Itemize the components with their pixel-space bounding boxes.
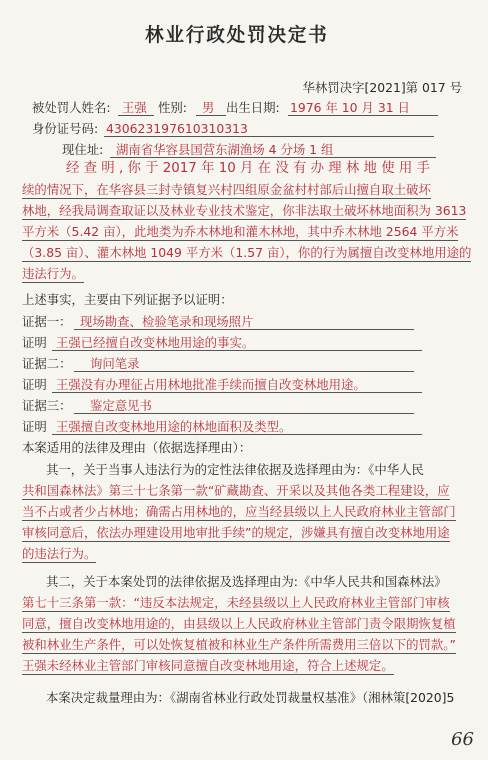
- law1-line: 共和国森林法》第三十七条第一款“矿藏勘查、开采以及其他各类工程建设，应: [22, 483, 450, 498]
- evidence-value: 现场勘查、检验笔录和现场照片: [80, 314, 254, 329]
- person-dob: 1976 年 10 月 31 日: [290, 100, 410, 115]
- evidence-value: 鉴定意见书: [90, 398, 152, 413]
- person-id: 430623197610310313: [106, 121, 248, 136]
- evidence-label: 证据一：: [22, 314, 72, 329]
- evidence-label: 证据二：: [22, 356, 72, 371]
- person-address: 湖南省华容县国营东湖渔场 4 分场 1 组: [116, 142, 334, 157]
- facts-line: （3.85 亩）、灌木林地 1049 平方米（1.57 亩），你的行为属擅自改变林地用途的: [22, 245, 472, 260]
- name-label: 被处罚人姓名:: [32, 100, 111, 115]
- proof-value: 王强擅自改变林地用途的林地面积及类型。: [56, 419, 292, 434]
- document-number: 华林罚决字[2021]第 017 号: [302, 80, 462, 95]
- law-intro: 本案适用的法律及理由（依据选择理由）：: [22, 440, 252, 455]
- person-gender: 男: [202, 100, 215, 115]
- document-title: 林业行政处罚决定书: [145, 24, 329, 46]
- proof-value: 王强没有办理征占用林地批准手续而擅自改变林地用途。: [56, 377, 366, 392]
- facts-line: 违法行为。: [22, 266, 84, 281]
- law1-line: 其一，关于当事人违法行为的定性法律依据及选择理由为：《中华人民: [46, 462, 424, 477]
- law1-line: 审核同意后，依法办理建设用地审批手续”的规定，涉嫌具有擅自改变林地用途: [22, 525, 450, 540]
- evidence-intro: 上述事实，主要由下列证据予以证明：: [22, 292, 233, 307]
- law1-line: 的违法行为。: [22, 546, 97, 561]
- person-name: 王强: [122, 100, 147, 115]
- discretion-line: 本案决定裁量理由为：《湖南省林业行政处罚裁量权基准》（湘林策[2020]5: [46, 690, 455, 705]
- law2-line: 同意，擅自改变林地用途的，由县级以上人民政府林业主管部门责令限期恢复植: [22, 616, 456, 631]
- page-mark: 66: [451, 729, 474, 750]
- proof-label: 证明: [22, 419, 47, 434]
- gender-label: 性别:: [158, 100, 187, 115]
- facts-line: 续的情况下，在华容县三封寺镇复兴村四组原金盆村村部后山擅自取土破坏: [22, 182, 431, 197]
- facts-line: 林地，经我局调查取证以及林业专业技术鉴定，你非法取土破坏林地面积为 3613: [22, 203, 467, 218]
- evidence-value: 询问笔录: [90, 356, 140, 371]
- address-label: 现住址:: [62, 142, 104, 157]
- law2-line: 被和林业生产条件，可以处恢复植被和林业生产条件所需费用三倍以下的罚款。”: [22, 637, 456, 652]
- law2-line: 王强未经林业主管部门审核同意擅自改变林地用途，符合上述规定。: [22, 658, 394, 673]
- law1-line: 当不占或者少占林地；确需占用林地的，应当经县级以上人民政府林业主管部门: [22, 504, 456, 519]
- proof-label: 证明: [22, 377, 47, 392]
- law2-line: 第七十三条第一款：“违反本法规定，未经县级以上人民政府林业主管部门审核: [22, 595, 450, 610]
- law2-line: 其二，关于本案处罚的法律依据及选择理由为:《中华人民共和国森林法》: [46, 574, 447, 589]
- dob-label: 出生日期:: [226, 100, 280, 115]
- facts-line: 经 查 明 , 你 于 2017 年 10 月 在 没 有 办 理 林 地 使 用 手: [66, 161, 430, 176]
- id-label: 身份证号码:: [32, 121, 99, 136]
- proof-value: 王强已经擅自改变林地用途的事实。: [56, 335, 255, 350]
- facts-line: 平方米（5.42 亩），此地类为乔木林地和灌木林地，其中乔木林地 2564 平方米: [22, 224, 459, 239]
- proof-label: 证明: [22, 335, 47, 350]
- evidence-label: 证据三：: [22, 398, 72, 413]
